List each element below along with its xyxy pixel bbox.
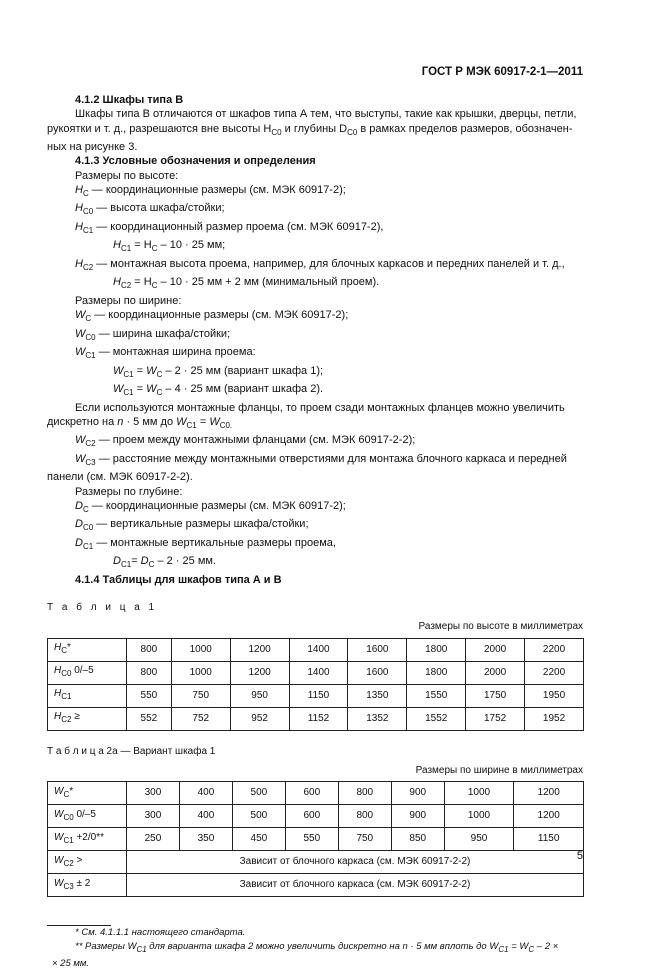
table-cell: 752	[171, 707, 230, 730]
footnote-2: ** Размеры $W_{C1}$ для варианта шкафа 2 можно увеличить дискретно на n · 5 мм вплоть до $W_{C1} = W_C - 2$ ×	[75, 941, 559, 955]
table-cell: 450	[232, 828, 285, 851]
table-cell: 600	[285, 805, 338, 828]
table-cell: 850	[391, 828, 444, 851]
paragraph: рукоятки и т. д., разрешаются вне высоты $H_{C0}$ и глубины $D_{C0}$ в рамках пределов размеров, обозначен-	[47, 122, 573, 137]
formula-hc1: $H_{C1} = H_C - 10 \cdot 25$ мм;	[113, 239, 226, 254]
table-row	[48, 874, 584, 897]
formula-wc1-v2: $W_{C1} = W_C - 4 \cdot 25$ мм (вариант шкафа 2).	[113, 383, 324, 398]
table-cell: 2000	[466, 661, 525, 684]
table-cell: 1350	[348, 684, 407, 707]
table-cell: 2200	[525, 638, 584, 661]
table-cell: 1200	[514, 782, 584, 805]
table-cell: 600	[285, 782, 338, 805]
table-cell: 500	[232, 805, 285, 828]
table-cell: 950	[230, 684, 289, 707]
depends-cell: Зависит от блочного каркаса (см. МЭК 60917-2-2)	[127, 874, 584, 897]
row-label: $W_C*$	[48, 782, 127, 805]
def-hc2: $H_{C2}$ — монтажная высота проема, например, для блочных каркасов и передних панелей и т. д.,	[75, 257, 565, 273]
table-cell: 1400	[289, 638, 348, 661]
def-dc1: $D_{C1}$ — монтажные вертикальные размеры проема,	[75, 536, 336, 552]
row-label: $W_{C1} +2/0**$	[48, 828, 127, 851]
table-cell: 1400	[289, 661, 348, 684]
def-wc: $W_C$ — координационные размеры (см. МЭК 60917-2);	[75, 309, 349, 324]
def-hc: $H_C$ — координационные размеры (см. МЭК 60917-2);	[75, 183, 346, 199]
page-number: 5	[576, 850, 583, 862]
table-cell: 552	[127, 707, 172, 730]
table-cell: 800	[338, 805, 391, 828]
def-wc2: $W_{C2}$ — проем между монтажными фланцами (см. МЭК 60917-2-2);	[75, 434, 416, 449]
table-cell: 1000	[444, 782, 514, 805]
table-row	[48, 684, 584, 707]
table-cell: 900	[391, 782, 444, 805]
table-cell: 800	[338, 782, 391, 805]
row-label: $W_{C0}$ 0/–5	[48, 805, 127, 828]
def-hc1: $H_{C1}$ — координационный размер проема (см. МЭК 60917-2),	[75, 220, 384, 236]
table-cell: 250	[127, 828, 180, 851]
table-cell: 300	[127, 805, 180, 828]
paragraph: ных на рисунке 3.	[47, 141, 138, 154]
table-cell: 1000	[171, 638, 230, 661]
row-label: $W_{C3} \pm 2$	[48, 874, 127, 897]
document-header: ГОСТ Р МЭК 60917-2-1—2011	[421, 66, 583, 78]
table-cell: 952	[230, 707, 289, 730]
table-2a	[47, 781, 584, 897]
table-cell: 400	[179, 782, 232, 805]
section-4-1-3-heading: 4.1.3 Условные обозначения и определения	[75, 155, 316, 168]
def-hc0: $H_{C0}$ — высота шкафа/стойки;	[75, 202, 225, 217]
section-4-1-2-heading: 4.1.2 Шкафы типа В	[75, 94, 184, 106]
footnote-2-cont: × 25 мм.	[52, 958, 90, 970]
table-cell: 1150	[289, 684, 348, 707]
table-row	[48, 661, 584, 684]
table-row	[48, 851, 584, 874]
table-cell: 1550	[407, 684, 466, 707]
table-cell: 1352	[348, 707, 407, 730]
table-row	[48, 638, 584, 661]
table-row	[48, 782, 584, 805]
depends-cell: Зависит от блочного каркаса (см. МЭК 60917-2-2)	[127, 851, 584, 874]
table-cell: 1200	[230, 638, 289, 661]
table2a-units: Размеры по ширине в миллиметрах	[415, 765, 583, 777]
width-intro: Размеры по ширине:	[75, 294, 182, 307]
page-body	[47, 93, 583, 971]
table2a-caption: Т а б л и ц а 2а — Вариант шкафа 1	[47, 745, 216, 757]
table-cell: 1752	[466, 707, 525, 730]
def-wc3-cont: панели (см. МЭК 60917-2-2).	[47, 471, 193, 484]
table-cell: 1200	[514, 805, 584, 828]
table-cell: 1952	[525, 707, 584, 730]
table-cell: 350	[179, 828, 232, 851]
footnote-1: * См. 4.1.1.1 настоящего стандарта.	[75, 927, 246, 939]
row-label: $H_{C0}$ 0/–5	[48, 661, 127, 684]
table-cell: 500	[232, 782, 285, 805]
height-intro: Размеры по высоте:	[75, 169, 179, 182]
table-cell: 400	[179, 805, 232, 828]
row-label: $H_{C2}$ ≥	[48, 707, 127, 730]
table-cell: 1600	[348, 638, 407, 661]
table-cell: 1600	[348, 661, 407, 684]
table-row	[48, 828, 584, 851]
table-cell: 1750	[466, 684, 525, 707]
formula-hc2: $H_{C2} = H_C - 10 \cdot 25$ мм + 2 мм (минимальный проем).	[113, 276, 380, 291]
paragraph-flanges: Если используются монтажные фланцы, то проем сзади монтажных фланцев можно увеличить	[75, 401, 565, 414]
row-label: $W_{C2}$ >	[48, 851, 127, 874]
table-cell: 900	[391, 805, 444, 828]
paragraph-flanges-cont: дискретно на n · 5 мм до $W_{C1} = W_{C0.}$	[47, 415, 233, 431]
table-cell: 1200	[230, 661, 289, 684]
def-dc: $D_C$ — координационные размеры (см. МЭК 60917-2);	[75, 499, 346, 515]
table-cell: 2200	[525, 661, 584, 684]
table-cell: 1950	[525, 684, 584, 707]
table-cell: 950	[444, 828, 514, 851]
formula-dc1: $D_{C1}= D_C - 2 \cdot 25$ мм.	[113, 555, 217, 570]
def-wc1: $W_{C1}$ — монтажная ширина проема:	[75, 346, 256, 361]
table-row	[48, 805, 584, 828]
paragraph: Шкафы типа В отличаются от шкафов типа А тем, что выступы, такие как крышки, дверцы, петли,	[75, 108, 577, 121]
row-label: $H_{C1}$	[48, 684, 127, 707]
table1-caption: Т а б л и ц а 1	[47, 602, 158, 614]
table-cell: 1000	[444, 805, 514, 828]
table-cell: 1800	[407, 638, 466, 661]
formula-wc1-v1: $W_{C1} = W_C - 2 \cdot 25$ мм (вариант шкафа 1);	[113, 364, 324, 379]
table-cell: 2000	[466, 638, 525, 661]
def-wc3: $W_{C3}$ — расстояние между монтажными отверстиями для монтажа блочного каркаса и передней	[75, 452, 567, 468]
def-dc0: $D_{C0}$ — вертикальные размеры шкафа/стойки;	[75, 518, 309, 533]
row-label: $H_C*$	[48, 638, 127, 661]
table1-units: Размеры по высоте в миллиметрах	[418, 621, 583, 633]
depth-intro: Размеры по глубине:	[75, 485, 183, 498]
table-cell: 1150	[514, 828, 584, 851]
table-row	[48, 707, 584, 730]
table-cell: 1000	[171, 661, 230, 684]
table-cell: 550	[127, 684, 172, 707]
table-1	[47, 638, 584, 731]
table-cell: 800	[127, 638, 172, 661]
table-cell: 300	[127, 782, 180, 805]
table-cell: 750	[171, 684, 230, 707]
table-cell: 550	[285, 828, 338, 851]
table-cell: 750	[338, 828, 391, 851]
table-cell: 1552	[407, 707, 466, 730]
def-wc0: $W_{C0}$ — ширина шкафа/стойки;	[75, 327, 231, 342]
table-cell: 1152	[289, 707, 348, 730]
section-4-1-4-heading: 4.1.4 Таблицы для шкафов типа А и В	[75, 573, 282, 586]
table-cell: 1800	[407, 661, 466, 684]
table-cell: 800	[127, 661, 172, 684]
